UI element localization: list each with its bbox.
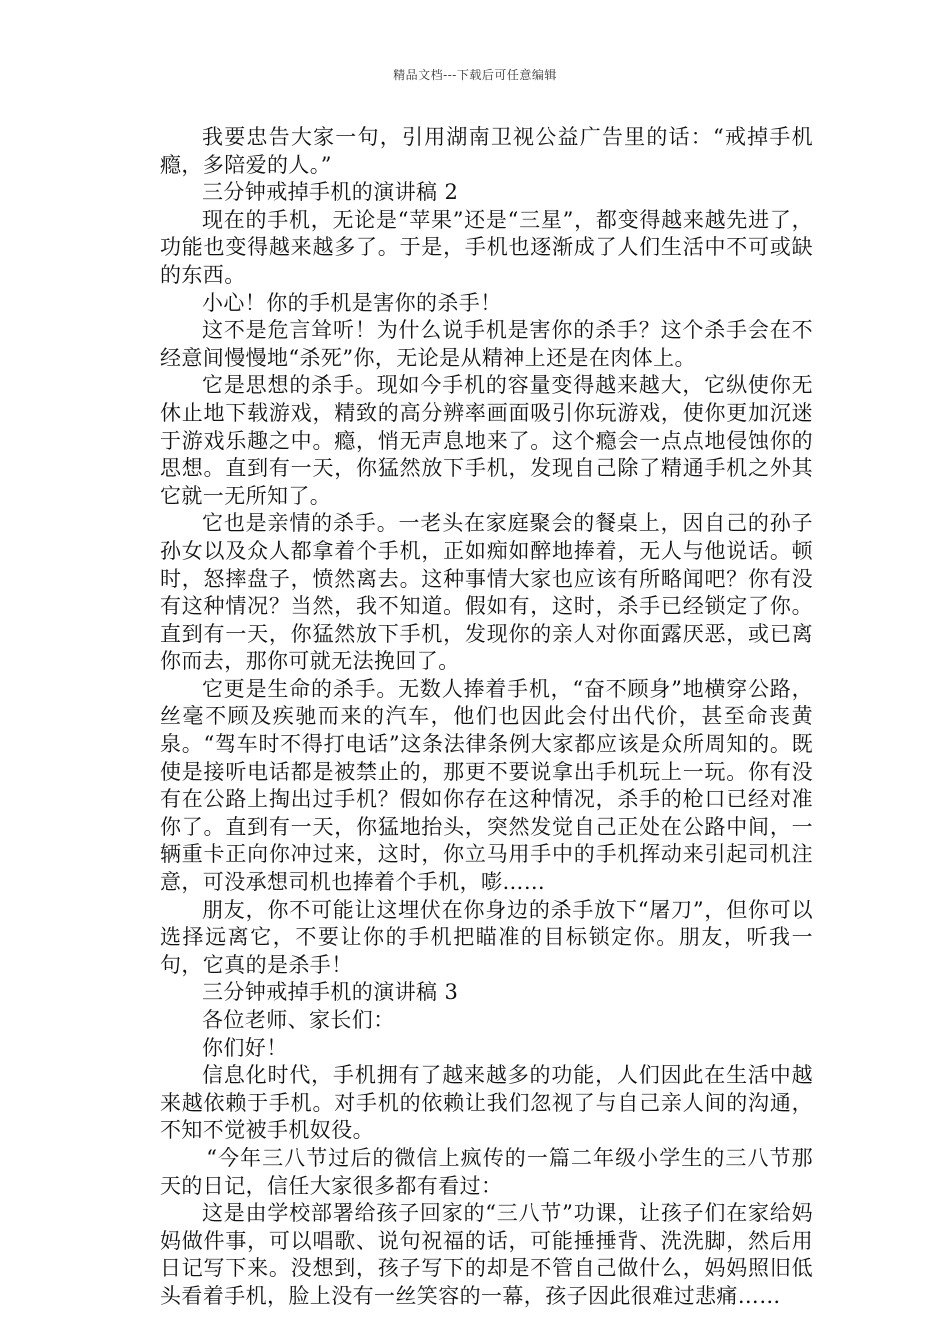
paragraph-information-age: 信息化时代，手机拥有了越来越多的功能，人们因此在生活中越来越依赖于手机。对手机的依赖让我们忽视了与自己亲人间的沟通，不知不觉被手机奴役。 [160,1063,813,1143]
paragraph-killer-of-family: 它也是亲情的杀手。一老头在家庭聚会的餐桌上，因自己的孙子孙女以及众人都拿着个手机，正如痴如醉地捧着，无人与他说话。顿时，怒摔盘子，愤然离去。这种事情大家也应该有所略闻吧？你有没有这种情况？当然，我不知道。假如有，这时，杀手已经锁定了你。直到有一天，你猛然放下手机，发现你的亲人对你面露厌恶，或已离你而去，那你可就无法挽回了。 [160,511,813,674]
section-title-3: 三分钟戒掉手机的演讲稿 3 [202,980,459,1005]
paragraph-intro-phones: 现在的手机，无论是“苹果”还是“三星”，都变得越来越先进了，功能也变得越来越多了。于是，手机也逐渐成了人们生活中不可或缺的东西。 [160,207,813,287]
paragraph-diary-intro: “今年三八节过后的微信上疯传的一篇二年级小学生的三八节那天的日记，信任大家很多都有看过： [160,1145,813,1198]
paragraph-killer-of-life: 它更是生命的杀手。无数人捧着手机，“奋不顾身”地横穿公路，丝毫不顾及疾驰而来的汽车，他们也因此会付出代价，甚至命丧黄泉。“驾车时不得打电话”这条法律条例大家都应该是众所周知的。既使是接听电话都是被禁止的，那更不要说拿出手机玩上一玩。你有没有在公路上掏出过手机？假如你存在这种情况，杀手的枪口已经对准你了。直到有一天，你猛地抬头，突然发觉自己正处在公路中间，一辆重卡正向你冲过来，这时，你立马用手中的手机挥动来引起司机注意，可没承想司机也捧着个手机，嘭…… [160,676,813,895]
paragraph-friend-advice: 朋友，你不可能让这埋伏在你身边的杀手放下“屠刀”，但你可以选择远离它，不要让你的手机把瞄准的目标锁定你。朋友，听我一句，它真的是杀手！ [160,897,813,977]
document-body [160,124,813,1311]
page-header: 精品文档---下载后可任意编辑 [393,68,557,82]
paragraph-salutation: 各位老师、家长们： [202,1008,395,1032]
paragraph-not-exaggeration: 这不是危言耸听！为什么说手机是害你的杀手？这个杀手会在不经意间慢慢地“杀死”你，无论是从精神上还是在肉体上。 [160,318,813,370]
paragraph-diary-story: 这是由学校部署给孩子回家的“三八节”功课，让孩子们在家给妈妈做件事，可以唱歌、说句祝福的话，可能捶捶背、洗洗脚，然后用日记写下来。没想到，孩子写下的却是不管自己做什么，妈妈照旧低头看着手机，脸上没有一丝笑容的一幕，孩子因此很难过悲痛…… [160,1201,813,1308]
section-title-2: 三分钟戒掉手机的演讲稿 2 [202,180,459,205]
paragraph-killer-of-thought: 它是思想的杀手。现如今手机的容量变得越来越大，它纵使你无休止地下载游戏，精致的高分辨率画面吸引你玩游戏，使你更加沉迷于游戏乐趣之中。瘾，悄无声息地来了。这个瘾会一点点地侵蚀你的思想。直到有一天，你猛然放下手机，发现自己除了精通手机之外其它就一无所知了。 [160,373,813,508]
paragraph-quote-advice: 我要忠告大家一句，引用湖南卫视公益广告里的话：“戒掉手机瘾，多陪爱的人。” [160,125,813,177]
paragraph-warning: 小心！你的手机是害你的杀手！ [202,290,502,315]
paragraph-greeting: 你们好！ [202,1035,288,1060]
